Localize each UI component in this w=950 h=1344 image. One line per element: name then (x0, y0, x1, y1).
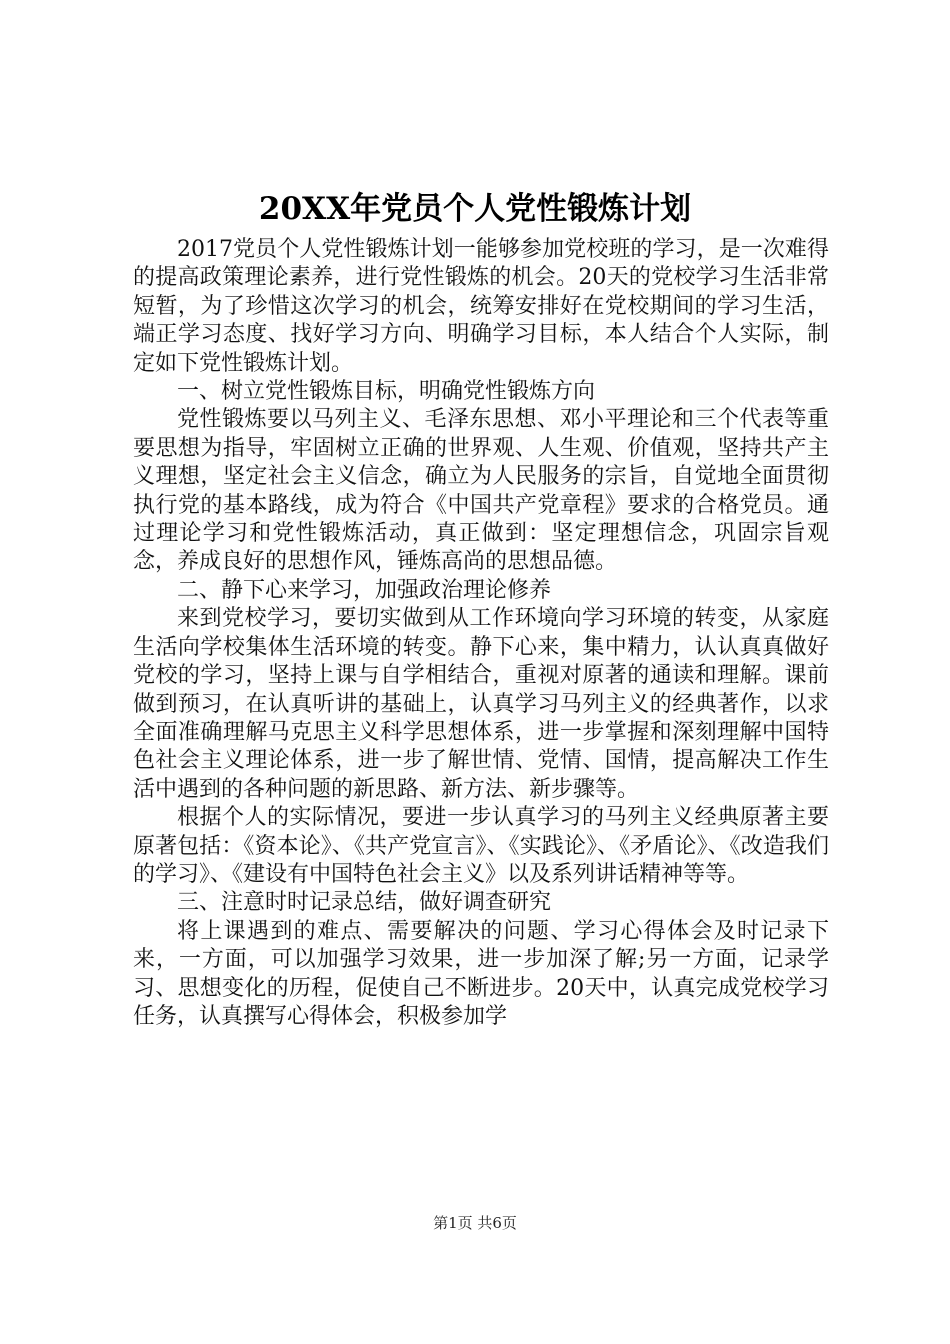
section-heading: 二、静下心来学习，加强政治理论修养 (177, 577, 552, 603)
paragraph: 2017党员个人党性锻炼计划一能够参加党校班的学习，是一次难得的提高政策理论素养，进行党性锻炼的机会。20天的党校学习生活非常短暂，为了珍惜这次学习的机会，统筹安排好在党校期间的学习生活，端正学习态度、找好学习方向、明确学习目标，本人结合个人实际，制定如下党性锻炼计划。 (133, 237, 829, 376)
section-heading: 三、注意时时记录总结，做好调查研究 (177, 890, 552, 916)
document-body (133, 236, 829, 1031)
page-footer: 第1页 共6页 (433, 1214, 517, 1232)
document-title: 20XX年党员个人党性锻炼计划 (258, 191, 692, 227)
paragraph: 根据个人的实际情况，要进一步认真学习的马列主义经典原著主要原著包括：《资本论》、《共产党宣言》、《实践论》、《矛盾论》、《改造我们的学习》、《建设有中国特色社会主义》以及系列讲话精神等等。 (133, 805, 829, 887)
paragraph: 将上课遇到的难点、需要解决的问题、学习心得体会及时记录下来，一方面，可以加强学习效果，进一步加深了解;另一方面，记录学习、思想变化的历程，促使自己不断进步。20天中，认真完成党校学习任务，认真撰写心得体会，积极参加学 (133, 918, 829, 1029)
section-heading: 一、树立党性锻炼目标，明确党性锻炼方向 (177, 379, 596, 405)
paragraph: 党性锻炼要以马列主义、毛泽东思想、邓小平理论和三个代表等重要思想为指导，牢固树立正确的世界观、人生观、价值观，坚持共产主义理想，坚定社会主义信念，确立为人民服务的宗旨，自觉地全面贯彻执行党的基本路线，成为符合《中国共产党章程》要求的合格党员。通过理论学习和党性锻炼活动，真正做到：坚定理想信念，巩固宗旨观念，养成良好的思想作风，锤炼高尚的思想品德。 (133, 407, 829, 575)
paragraph: 来到党校学习，要切实做到从工作环境向学习环境的转变，从家庭生活向学校集体生活环境的转变。静下心来，集中精力，认认真真做好党校的学习，坚持上课与自学相结合，重视对原著的通读和理解。课前做到预习，在认真听讲的基础上，认真学习马列主义的经典著作，以求全面准确理解马克思主义科学思想体系，进一步掌握和深刻理解中国特色社会主义理论体系，进一步了解世情、党情、国情，提高解决工作生活中遇到的各种问题的新思路、新方法、新步骤等。 (133, 606, 829, 802)
